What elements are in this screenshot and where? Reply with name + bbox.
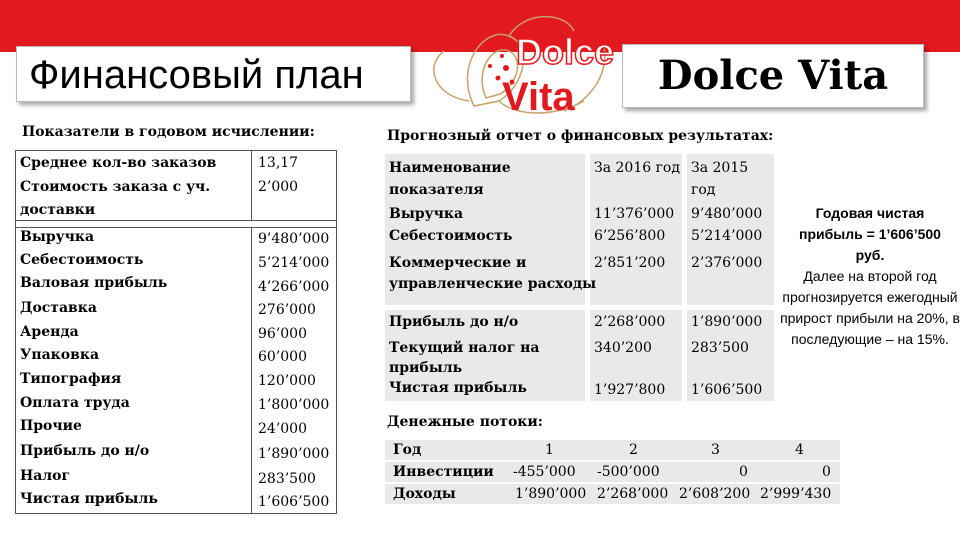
year-value: 2 [629, 442, 638, 458]
row-gap [385, 305, 774, 310]
value-2015: 5’214’000 [691, 228, 763, 244]
brand-title: Dolce Vita [622, 44, 924, 108]
row-label: Типография [20, 371, 122, 387]
header-2015: год [691, 182, 716, 198]
note-line: прибыль = 1’606’500 [799, 226, 941, 242]
logo-text-vita: Vita [502, 75, 575, 119]
row-value: 24’000 [258, 421, 307, 437]
header-name: Наименование [389, 160, 511, 176]
income-label: Доходы [393, 486, 456, 502]
row-label: Выручка [20, 229, 95, 245]
row-label: Прибыль до н/о [20, 443, 150, 459]
row-value: 4’266’000 [258, 279, 330, 295]
header-name: показателя [389, 182, 484, 198]
row-name: Себестоимость [389, 228, 513, 244]
row-value: 13,17 [258, 155, 299, 171]
slide-title: Финансовый план [16, 46, 411, 102]
row-label: Валовая прибыль [20, 275, 168, 291]
cashflow-table [385, 436, 840, 504]
row-label: Аренда [20, 324, 79, 340]
header-2015: За 2015 [691, 160, 749, 176]
value-2016: 6’256’800 [594, 228, 666, 244]
logo-text-dolce: Dolce [516, 31, 615, 72]
row-value: 1’800’000 [258, 397, 330, 413]
value-2015: 9’480’000 [691, 206, 763, 222]
row-divider [16, 220, 336, 228]
income-value: 1’890’000 [515, 486, 587, 502]
value-2015: 2’376’000 [691, 255, 763, 271]
row-value: 120’000 [258, 373, 316, 389]
row-value: 5’214’000 [258, 255, 330, 271]
row-name: Текущий налог на [389, 340, 540, 356]
invest-value: -500’000 [597, 464, 660, 480]
column-2016 [590, 154, 682, 401]
invest-value: 0 [739, 464, 748, 480]
row-name: Выручка [389, 206, 464, 222]
row-value: 9’480’000 [258, 231, 330, 247]
year-value: 1 [545, 442, 554, 458]
cashflow-caption: Денежные потоки: [387, 414, 543, 430]
value-2016: 2’268’000 [594, 314, 666, 330]
row-label: Чистая прибыль [20, 491, 158, 507]
row-name: прибыль [389, 360, 463, 376]
value-2016: 1’927’800 [594, 382, 666, 398]
row-value: 96’000 [258, 326, 307, 342]
income-value: 2’608’200 [679, 486, 751, 502]
cashflow-row-year [385, 440, 840, 460]
row-value: 283’500 [258, 471, 316, 487]
note-line: Годовая чистая [815, 205, 925, 221]
row-label: доставки [20, 202, 96, 218]
row-name: Чистая прибыль [389, 380, 527, 396]
row-label: Упаковка [20, 347, 100, 363]
row-value: 1’890’000 [258, 446, 330, 462]
row-name: Прибыль до н/о [389, 314, 519, 330]
row-label: Доставка [20, 300, 97, 316]
dolce-vita-logo [414, 6, 624, 124]
year-value: 3 [711, 442, 720, 458]
row-label: Себестоимость [20, 252, 144, 268]
income-value: 2’268’000 [597, 486, 669, 502]
note-line: руб. [855, 247, 885, 263]
income-value: 2’999’430 [760, 486, 832, 502]
financial-report-table [385, 154, 778, 401]
row-label: Среднее кол-во заказов [20, 155, 217, 171]
value-2015: 1’606’500 [691, 382, 763, 398]
invest-value: -455’000 [513, 464, 576, 480]
value-2016: 2’851’200 [594, 255, 666, 271]
invest-label: Инвестиции [393, 464, 494, 480]
value-2015: 283’500 [691, 340, 749, 356]
annual-indicators-table [15, 150, 337, 514]
note-body: Далее на второй год прогнозируется ежегодный прирост прибыли на 20%, в последующие – на 15%. [780, 268, 960, 347]
row-label: Оплата труда [20, 395, 130, 411]
value-2015: 1’890’000 [691, 314, 763, 330]
profit-note [780, 203, 960, 350]
row-label: Прочие [20, 418, 82, 434]
row-label: Налог [20, 468, 71, 484]
row-value: 276’000 [258, 302, 316, 318]
row-value: 60’000 [258, 349, 307, 365]
row-value: 2’000 [258, 179, 299, 195]
row-name: Коммерческие и [389, 255, 527, 271]
row-value: 1’606’500 [258, 494, 330, 510]
invest-value: 0 [822, 464, 831, 480]
left-caption: Показатели в годовом исчислении: [22, 124, 315, 140]
report-caption: Прогнозный отчет о финансовых результатах: [387, 128, 774, 144]
year-value: 4 [795, 442, 804, 458]
row-label: Стоимость заказа с уч. [20, 179, 211, 195]
year-label: Год [393, 442, 422, 458]
header-2016: За 2016 год [594, 160, 680, 176]
value-2016: 340’200 [594, 340, 652, 356]
column-divider [251, 151, 252, 513]
row-name: управленческие расходы [389, 276, 597, 292]
value-2016: 11’376’000 [594, 206, 675, 222]
